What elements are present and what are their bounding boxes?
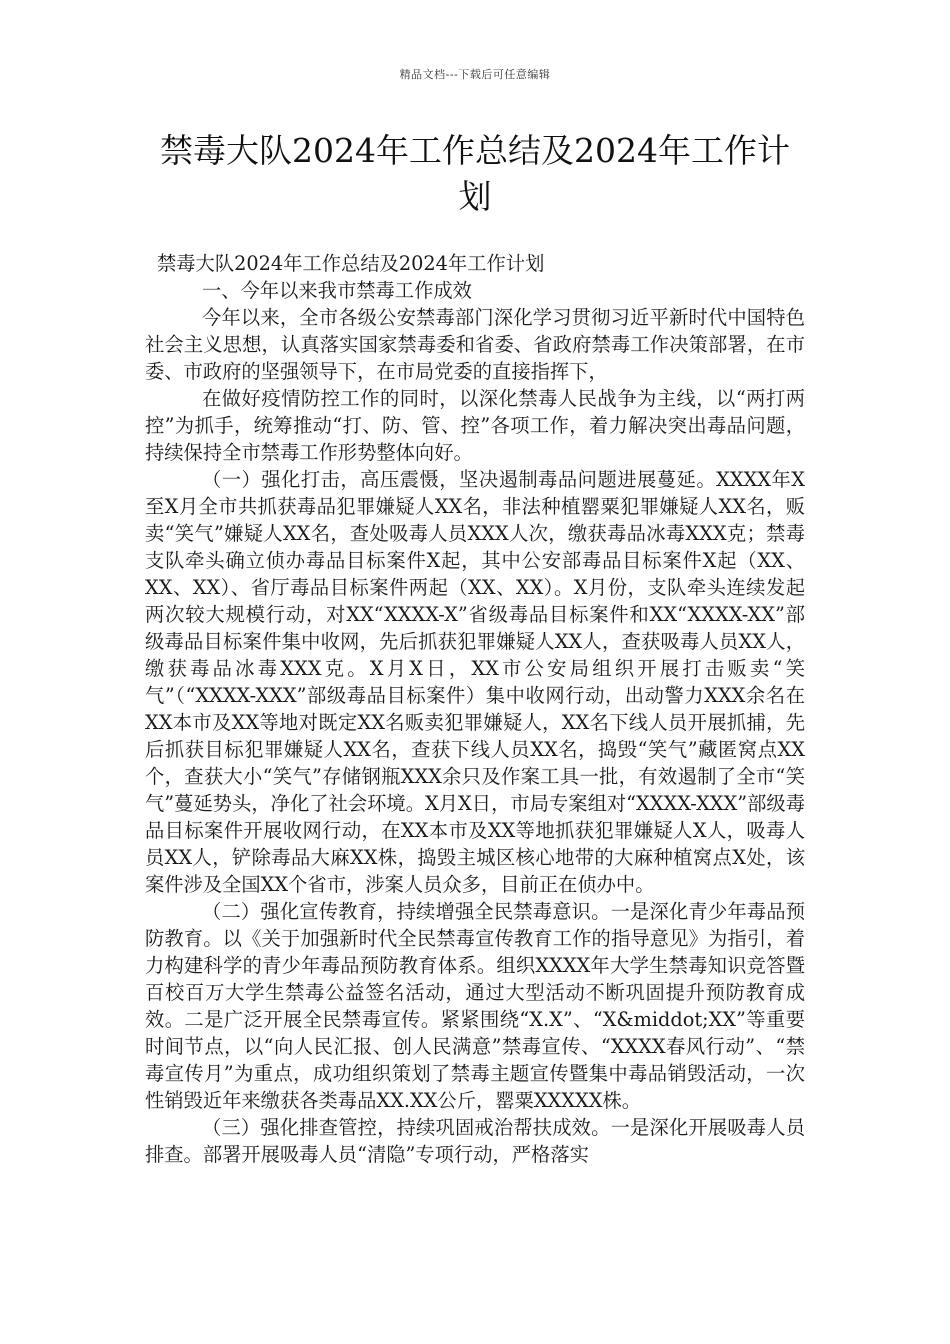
- paragraph-education: （二）强化宣传教育，持续增强全民禁毒意识。一是深化青少年毒品预防教育。以《关于加强新时代全民禁毒宣传教育工作的指导意见》为指引，着力构建科学的青少年毒品预防教育体系。组织XXXX年大学生禁毒知识竞答暨百校百万大学生禁毒公益签名活动，通过大型活动不断巩固提升预防教育成效。二是广泛开展全民禁毒宣传。紧紧围绕“X.X”、“X&middot;XX”等重要时间节点，以“向人民汇报、创人民满意”禁毒宣传、“XXXX春风行动”、“禁毒宣传月”为重点，成功组织策划了禁毒主题宣传暨集中毒品销毁活动，一次性销毁近年来缴获各类毒品XX.XX公斤，罂粟XXXXX株。: [145, 900, 805, 1112]
- section-heading: 一、今年以来我市禁毒工作成效: [202, 279, 472, 302]
- document-title: 禁毒大队2024年工作总结及2024年工作计划: [160, 131, 790, 216]
- document-body: [145, 250, 805, 1168]
- page-header-note: 精品文档---下载后可任意编辑: [399, 68, 551, 81]
- paragraph-crackdown: （一）强化打击，高压震慑，坚决遏制毒品问题进展蔓延。XXXX年X至X月全市共抓获毒品犯罪嫌疑人XX名，非法种植罂粟犯罪嫌疑人XX名，贩卖“笑气”嫌疑人XX名，查处吸毒人员XXX人次，缴获毒品冰毒XXX克；禁毒支队牵头确立侦办毒品目标案件X起，其中公安部毒品目标案件X起（XX、XX、XX）、省厅毒品目标案件两起（XX、XX）。X月份，支队牵头连续发起两次较大规模行动，对XX“XXXX-X”省级毒品目标案件和XX“XXXX-XX”部级毒品目标案件集中收网，先后抓获犯罪嫌疑人XX人，查获吸毒人员XX人，缴获毒品冰毒XXX克。X月X日，XX市公安局组织开展打击贩卖“笑气”（“XXXX-XXX”部级毒品目标案件）集中收网行动，出动警力XXX余名在XX本市及XX等地对既定XX名贩卖犯罪嫌疑人，XX名下线人员开展抓捕，先后抓获目标犯罪嫌疑人XX名，查获下线人员XX名，捣毁“笑气”藏匿窝点XX个，查获大小“笑气”存储钢瓶XXX余只及作案工具一批，有效遏制了全市“笑气”蔓延势头，净化了社会环境。X月X日，市局专案组对“XXXX-XXX”部级毒品目标案件开展收网行动，在XX本市及XX等地抓获犯罪嫌疑人X人，吸毒人员XX人，铲除毒品大麻XX株，捣毁主城区核心地带的大麻种植窝点X处，该案件涉及全国XX个省市，涉案人员众多，目前正在侦办中。: [145, 468, 805, 896]
- paragraph-epidemic: 在做好疫情防控工作的同时，以深化禁毒人民战争为主线，以“两打两控”为抓手，统筹推动“打、防、管、控”各项工作，着力解决突出毒品问题，持续保持全市禁毒工作形势整体向好。: [145, 387, 805, 464]
- document-subtitle: 禁毒大队2024年工作总结及2024年工作计划: [157, 252, 545, 275]
- paragraph-control: （三）强化排查管控，持续巩固戒治帮扶成效。一是深化开展吸毒人员排查。部署开展吸毒人员“清隐”专项行动，严格落实: [145, 1116, 805, 1166]
- paragraph-intro: 今年以来，全市各级公安禁毒部门深化学习贯彻习近平新时代中国特色社会主义思想，认真落实国家禁毒委和省委、省政府禁毒工作决策部署，在市委、市政府的坚强领导下，在市局党委的直接指挥下，: [145, 306, 805, 383]
